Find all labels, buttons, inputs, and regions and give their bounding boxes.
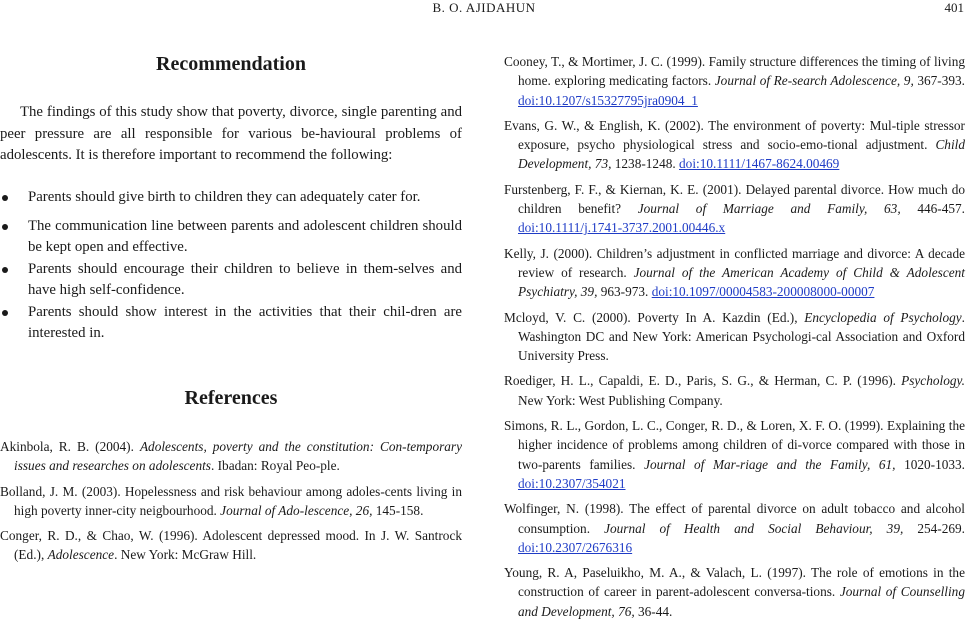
recommendation-intro-text: The findings of this study show that poverty, divorce, single parenting and peer pressure are all responsible for various be-havioural problems of adolescents. It is therefore important to recommend the following:	[0, 104, 462, 163]
reference-details: 963-973.	[597, 284, 652, 300]
reference-entry	[504, 308, 965, 366]
recommendation-intro	[0, 102, 462, 167]
recommendation-heading: Recommendation	[156, 53, 306, 75]
running-author: B. O. AJIDAHUN	[432, 0, 536, 15]
reference-authors-title: Akinbola, R. B. (2004).	[0, 439, 140, 454]
reference-source: Journal of Marriage and Family, 63,	[637, 201, 901, 217]
references-heading: References	[184, 387, 278, 409]
reference-source: Journal of Ado-lescence, 26,	[220, 502, 373, 518]
doi-link[interactable]: doi:10.1097/00004583-200008000-00007	[651, 284, 875, 300]
doi-link[interactable]: doi:10.2307/354021	[518, 475, 626, 491]
reference-source: Psychology.	[901, 373, 965, 389]
doi-link[interactable]: doi:10.2307/2676316	[518, 539, 633, 555]
reference-authors-title: Young, R. A, Paseluikho, M. A., & Valach, L. (1997). The role of emotions in the construction of career in parent-adolescent conversa-tions.	[504, 565, 965, 600]
doi-link[interactable]: doi:10.1207/s15327795jra0904_1	[518, 92, 698, 108]
bullet-icon	[2, 267, 8, 273]
running-head	[0, 0, 968, 20]
reference-details: 145-158.	[372, 502, 424, 518]
list-item	[0, 187, 462, 209]
reference-entry	[504, 563, 965, 621]
reference-entry	[0, 437, 462, 476]
reference-list-left	[0, 437, 462, 565]
reference-entry	[504, 371, 965, 410]
reference-source: Adolescents, poverty and the constitution: Con-temporary issues and researches on adolescents	[14, 439, 462, 474]
reference-details: 446-457.	[900, 201, 965, 217]
reference-source: Journal of the American Academy of Child & Adolescent Psychiatry, 39,	[518, 264, 965, 300]
doi-link[interactable]: doi:10.1111/1467-8624.00469	[679, 156, 840, 172]
reference-details: . Washington DC and New York: American Psychologi-cal Association and Oxford University Press.	[518, 309, 965, 364]
list-item-text: Parents should show interest in the activities that their chil-dren are interested in.	[28, 303, 462, 341]
reference-details: . Ibadan: Royal Peo-ple.	[210, 458, 340, 474]
reference-source: Adolescence	[47, 547, 115, 563]
reference-source: Journal of Counselling and Development, 76,	[518, 584, 965, 619]
reference-authors-title: Roediger, H. L., Capaldi, E. D., Paris, S. G., & Herman, C. P. (1996).	[504, 373, 902, 389]
bullet-icon	[2, 195, 8, 201]
reference-entry	[0, 482, 462, 521]
reference-entry	[504, 180, 965, 238]
recommendation-list	[0, 187, 462, 345]
reference-authors-title: Furstenberg, F. F., & Kiernan, K. E. (2001). Delayed parental divorce. How much do children benefit?	[504, 181, 965, 217]
reference-entry	[504, 499, 965, 557]
reference-authors-title: Kelly, J. (2000). Children’s adjustment in conflicted marriage and divorce: A decade review of research.	[504, 245, 965, 280]
reference-source: Encyclopedia of Psychology	[804, 309, 962, 325]
reference-source: Journal of Re-search Adolescence, 9,	[714, 73, 914, 89]
reference-authors-title: Wolfinger, N. (1998). The effect of parental divorce on adult tobacco and alcohol consumption.	[504, 501, 965, 536]
reference-details: 36-44.	[634, 603, 673, 619]
reference-entry	[0, 526, 462, 565]
reference-source: Child Development, 73,	[518, 137, 965, 172]
reference-entry	[504, 244, 965, 302]
reference-authors-title: Simons, R. L., Gordon, L. C., Conger, R. D., & Loren, X. F. O. (1999). Explaining the higher incidence of problems among children of di-vorce compared with those in two-parents families.	[504, 418, 965, 472]
reference-authors-title: Cooney, T., & Mortimer, J. C. (1999). Family structure differences the timing of living home. exploring medicating factors.	[504, 54, 965, 89]
bullet-icon	[2, 224, 8, 230]
reference-details: 367-393.	[913, 73, 966, 89]
reference-authors-title: Conger, R. D., & Chao, W. (1996). Adolescent depressed mood. In J. W. Santrock (Ed.),	[0, 528, 462, 563]
reference-entry	[504, 116, 965, 174]
reference-details: New York: West Publishing Company.	[518, 392, 723, 408]
list-item	[0, 259, 462, 302]
reference-entry	[504, 416, 965, 493]
reference-source: Journal of Health and Social Behaviour, 39,	[604, 520, 904, 536]
reference-list-right	[504, 52, 965, 621]
reference-authors-title: Evans, G. W., & English, K. (2002). The environment of poverty: Mul-tiple stressor exposure, psycho physiological stress and socio-emo-tional adjustment.	[504, 117, 965, 153]
list-item-text: The communication line between parents and adolescent children should be kept open and effective.	[28, 217, 462, 255]
reference-authors-title: Mcloyd, V. C. (2000). Poverty In A. Kazdin (Ed.),	[504, 309, 805, 325]
reference-details: . New York: McGraw Hill.	[114, 547, 257, 563]
list-item-text: Parents should encourage their children to believe in them-selves and have high self-confidence.	[28, 260, 462, 298]
list-item	[0, 302, 462, 345]
reference-source: Journal of Mar-riage and the Family, 61,	[644, 456, 896, 472]
reference-authors-title: Bolland, J. M. (2003). Hopelessness and risk behaviour among adoles-cents living in high poverty inner-city neigbourhood.	[0, 483, 462, 518]
reference-details: 1020-1033.	[895, 456, 966, 472]
list-item	[0, 216, 462, 259]
page-number: 401	[944, 0, 964, 15]
reference-entry	[504, 52, 965, 110]
doi-link[interactable]: doi:10.1111/j.1741-3737.2001.00446.x	[518, 220, 726, 236]
list-item-text: Parents should give birth to children they can adequately cater for.	[28, 189, 421, 205]
bullet-icon	[2, 310, 8, 316]
reference-details: 1238-1248.	[611, 156, 680, 172]
reference-details: 254-269.	[903, 520, 966, 536]
